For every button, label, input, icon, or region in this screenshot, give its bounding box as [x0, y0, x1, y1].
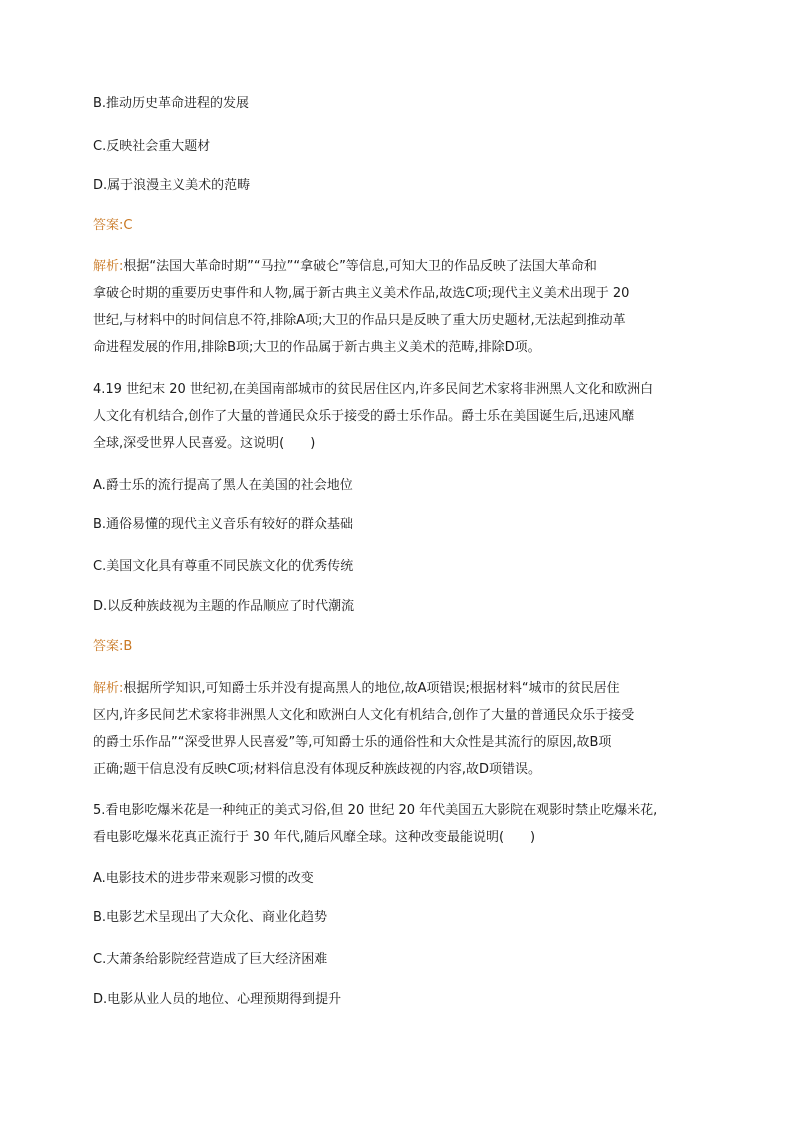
- answer-line: [93, 635, 132, 659]
- explanation-line: [93, 677, 620, 701]
- question-5-stem: 看电影吃爆米花真正流行于 30 年代,随后风靡全球。这种改变最能说明( ): [93, 830, 536, 845]
- answer-value: C: [123, 218, 133, 233]
- option-a: A.电影技术的进步带来观影习惯的改变: [93, 871, 314, 886]
- question-4-stem: 全球,深受世界人民喜爱。这说明( ): [93, 436, 316, 451]
- question-4-stem: 4.19 世纪末 20 世纪初,在美国南部城市的贫民居住区内,许多民间艺术家将非洲黑人文化和欧洲白: [93, 382, 654, 397]
- option-d: D.以反种族歧视为主题的作品顺应了时代潮流: [93, 599, 355, 614]
- option-a: A.爵士乐的流行提高了黑人在美国的社会地位: [93, 478, 353, 493]
- answer-label: 答案:: [93, 218, 124, 233]
- option-b: B.电影艺术呈现出了大众化、商业化趋势: [93, 910, 328, 925]
- explanation-line: 区内,许多民间艺术家将非洲黑人文化和欧洲白人文化有机结合,创作了大量的普通民众乐于接受: [93, 708, 635, 723]
- explanation-line: 的爵士乐作品”“深受世界人民喜爱”等,可知爵士乐的通俗性和大众性是其流行的原因,故B项: [93, 735, 612, 750]
- explanation-line: 命进程发展的作用,排除B项;大卫的作品属于新古典主义美术的范畴,排除D项。: [93, 340, 541, 355]
- explanation-text: 根据所学知识,可知爵士乐并没有提高黑人的地位,故A项错误;根据材料“城市的贫民居住: [123, 681, 620, 696]
- answer-value: B: [123, 639, 133, 654]
- question-5-stem: 5.看电影吃爆米花是一种纯正的美式习俗,但 20 世纪 20 年代美国五大影院在观影时禁止吃爆米花,: [93, 803, 658, 818]
- option-c: C.大萧条给影院经营造成了巨大经济困难: [93, 952, 328, 967]
- explanation-line: [93, 255, 597, 279]
- option-d: D.属于浪漫主义美术的范畴: [93, 178, 251, 193]
- explanation-label: 解析:: [93, 259, 124, 274]
- option-b: B.推动历史革命进程的发展: [93, 96, 250, 111]
- explanation-text: 根据“法国大革命时期”“马拉”“拿破仑”等信息,可知大卫的作品反映了法国大革命和: [123, 259, 597, 274]
- explanation-line: 正确;题干信息没有反映C项;材料信息没有体现反种族歧视的内容,故D项错误。: [93, 762, 541, 777]
- explanation-label: 解析:: [93, 681, 124, 696]
- option-b: B.通俗易懂的现代主义音乐有较好的群众基础: [93, 517, 354, 532]
- option-c: C.反映社会重大题材: [93, 139, 211, 154]
- option-c: C.美国文化具有尊重不同民族文化的优秀传统: [93, 559, 354, 574]
- explanation-line: 拿破仑时期的重要历史事件和人物,属于新古典主义美术作品,故选C项;现代主义美术出现于 20: [93, 286, 630, 301]
- answer-line: [93, 214, 132, 238]
- explanation-line: 世纪,与材料中的时间信息不符,排除A项;大卫的作品只是反映了重大历史题材,无法起到推动革: [93, 313, 626, 328]
- question-4-stem: 人文化有机结合,创作了大量的普通民众乐于接受的爵士乐作品。爵士乐在美国诞生后,迅速风靡: [93, 409, 635, 424]
- answer-label: 答案:: [93, 639, 124, 654]
- option-d: D.电影从业人员的地位、心理预期得到提升: [93, 992, 342, 1007]
